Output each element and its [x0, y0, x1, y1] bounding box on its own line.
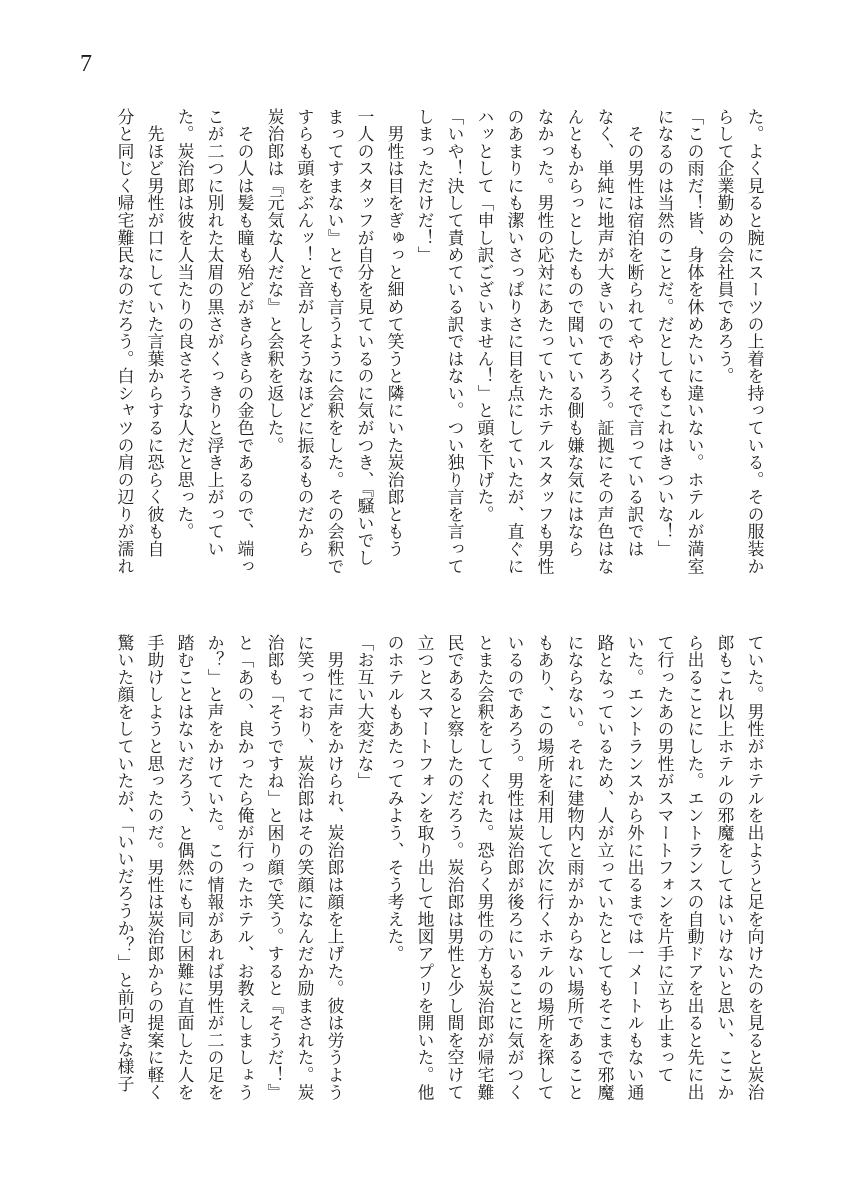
text-line: にならない。それに建物内と雨がかからない場所であること: [565, 634, 585, 1101]
text-line: その男性は宿泊を断られてやけくそで言っている訳では: [625, 108, 645, 558]
text-line: ていた。男性がホテルを出ようと足を向けたのを見ると炭治: [745, 634, 765, 1101]
text-line: のホテルもあたってみよう、そう考えた。: [385, 634, 405, 963]
text-line: 一人のスタッフが自分を見ているのに気がつき、『騒いでし: [355, 108, 375, 567]
text-line: 「お互い大変だな」: [355, 634, 375, 790]
text-line: なく、単純に地声が大きいのであろう。証拠にその声色はな: [595, 108, 615, 575]
text-line: 路となっているため、人が立っていたとしてもそこまで邪魔: [595, 634, 615, 1101]
text-line: になるのは当然のことだ。だとしてもこれはきついな！」: [655, 108, 675, 558]
text-line: と「あの、良かったら俺が行ったホテル、お教えしましょう: [235, 634, 255, 1101]
text-line: 踏むことはないだろう、と偶然にも同じ困難に直面した人を: [175, 634, 195, 1101]
text-line: 「この雨だ！皆、身体を休めたいに違いない。ホテルが満室: [685, 108, 705, 575]
text-line: もあり、この場所を利用して次に行くホテルの場所を探して: [535, 634, 555, 1101]
text-line: しまっただけだ！」: [415, 108, 435, 264]
text-line: た。よく見ると腕にスーツの上着を持っている。その服装か: [745, 108, 765, 575]
page-number: 7: [80, 51, 92, 77]
text-line: 立つとスマートフォンを取り出して地図アプリを開いた。他: [415, 634, 435, 1101]
text-line: 男性は目をぎゅっと細めて笑うと隣にいた炭治郎ともう: [385, 108, 405, 558]
text-line: とまた会釈をしてくれた。恐らく男性の方も炭治郎が帰宅難: [475, 634, 495, 1101]
text-line: んともからっとしたもので聞いている側も嫌な気にはなら: [565, 108, 585, 558]
text-line: 驚いた顔をしていたが、「いいだろうか？」と前向きな様子: [115, 634, 135, 1093]
text-line: 手助けしようと思ったのだ。男性は炭治郎からの提案に軽く: [145, 634, 165, 1101]
text-block-top: [80, 108, 770, 578]
text-line: いた。エントランスから外に出るまでは一メートルもない通: [625, 634, 645, 1101]
text-line: その人は髪も瞳も殆どがきらきらの金色であるので、端っ: [235, 108, 255, 575]
text-line: 分と同じく帰宅難民なのだろう。白シャツの肩の辺りが濡れ: [115, 108, 135, 575]
text-line: すらも頭をぶんッ！と音がしそうなほどに振るものだから: [295, 108, 315, 558]
text-line: らして企業勤めの会社員であろう。: [715, 108, 735, 385]
text-line: 炭治郎は『元気な人だな』と会釈を返した。: [265, 108, 285, 454]
text-line: て行ったあの男性がスマートフォンを片手に立ち止まって: [655, 634, 675, 1084]
text-line: た。炭治郎は彼を人当たりの良さそうな人だと思った。: [175, 108, 195, 541]
text-block-bottom: [80, 634, 770, 1104]
text-line: ハッとして「申し訳ございません！」と頭を下げた。: [475, 108, 495, 523]
text-line: か？」と声をかけていた。この情報があれば男性が二の足を: [205, 634, 225, 1101]
text-line: 男性に声をかけられ、炭治郎は顔を上げた。彼は労うよう: [325, 634, 345, 1101]
text-line: 治郎も「そうですね」と困り顔で笑う。すると『そうだ！』: [265, 634, 285, 1101]
text-line: ら出ることにした。エントランスの自動ドアを出ると先に出: [685, 634, 705, 1101]
text-line: まってすまない』とでも言うように会釈をした。その会釈で: [325, 108, 345, 575]
text-line: なかった。男性の応対にあたっていたホテルスタッフも男性: [535, 108, 555, 575]
text-line: 先ほど男性が口にしていた言葉からするに恐らく彼も自: [145, 108, 165, 558]
text-line: 「いや！決して責めている訳ではない。つい独り言を言って: [445, 108, 465, 575]
text-line: のあまりにも潔いさっぱりさに目を点にしていたが、直ぐに: [505, 108, 525, 575]
text-line: 郎もこれ以上ホテルの邪魔をしてはいけないと思い、ここか: [715, 634, 735, 1101]
text-line: こが二つに別れた太眉の黒さがくっきりと浮き上がってい: [205, 108, 225, 558]
text-line: に笑っており、炭治郎はその笑顔になんだか励まされた。炭: [295, 634, 315, 1101]
text-line: いるのであろう。男性は炭治郎が後ろにいることに気がつく: [505, 634, 525, 1101]
text-line: 民であると察したのだろう。炭治郎は男性と少し間を空けて: [445, 634, 465, 1101]
